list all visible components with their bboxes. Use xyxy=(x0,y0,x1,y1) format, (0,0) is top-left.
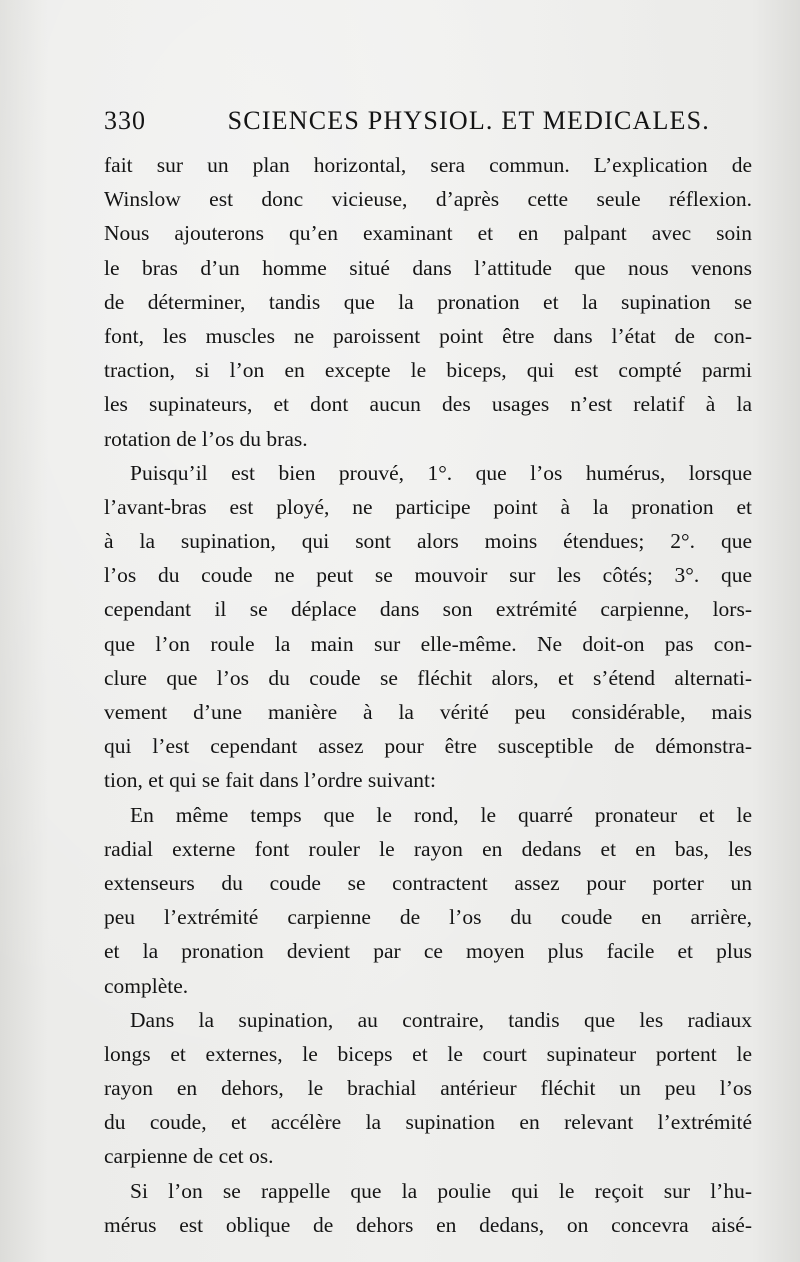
text-line: traction, si l’on en excepte le biceps, qui est compté parmi xyxy=(104,358,752,383)
text-line: radial externe font rouler le rayon en dedans et en bas, les xyxy=(104,836,752,861)
text-line: tion, et qui se fait dans l’ordre suivant: xyxy=(104,768,436,793)
text-line: longs et externes, le biceps et le court supinateur portent le xyxy=(104,1041,752,1066)
paragraph xyxy=(104,798,752,1003)
text-line: rayon en dehors, le brachial antérieur fléchit un peu l’os xyxy=(104,1076,752,1101)
text-line: et la pronation devient par ce moyen plus facile et plus xyxy=(104,939,752,964)
text-line: complète. xyxy=(104,973,189,998)
paragraph xyxy=(104,1003,752,1174)
paragraph xyxy=(104,148,752,456)
text-line: que l’on roule la main sur elle-même. Ne doit-on pas con- xyxy=(104,631,752,656)
text-line: qui l’est cependant assez pour être susceptible de démonstra- xyxy=(104,734,752,759)
text-line: le bras d’un homme situé dans l’attitude que nous venons xyxy=(104,255,752,280)
text-line: les supinateurs, et dont aucun des usages n’est relatif à la xyxy=(104,392,752,417)
text-line: l’avant-bras est ployé, ne participe point à la pronation et xyxy=(104,494,752,519)
text-line: cependant il se déplace dans son extrémité carpienne, lors- xyxy=(104,597,752,622)
text-line: Dans la supination, au contraire, tandis que les radiaux xyxy=(130,1007,752,1032)
text-line: Puisqu’il est bien prouvé, 1°. que l’os humérus, lorsque xyxy=(130,460,752,485)
text-line: rotation de l’os du bras. xyxy=(104,426,308,451)
running-head: SCIENCES PHYSIOL. ET MEDICALES. xyxy=(227,106,710,135)
text-line: fait sur un plan horizontal, sera commun. L’explication de xyxy=(104,153,752,177)
text-line: peu l’extrémité carpienne de l’os du coude en arrière, xyxy=(104,905,752,930)
text-line: du coude, et accélère la supination en relevant l’extrémité xyxy=(104,1110,752,1135)
text-line: Winslow est donc vicieuse, d’après cette seule réflexion. xyxy=(104,187,752,212)
paragraph xyxy=(104,456,752,798)
text-line: à la supination, qui sont alors moins étendues; 2°. que xyxy=(104,529,752,554)
body-text xyxy=(104,148,752,1242)
text-line: clure que l’os du coude se fléchit alors, et s’étend alternati- xyxy=(104,665,752,690)
text-line: mérus est oblique de dehors en dedans, on concevra aisé- xyxy=(104,1212,752,1237)
text-line: En même temps que le rond, le quarré pronateur et le xyxy=(130,802,752,827)
text-line: font, les muscles ne paroissent point être dans l’état de con- xyxy=(104,323,752,348)
text-line: extenseurs du coude se contractent assez pour porter un xyxy=(104,870,752,895)
text-line: carpienne de cet os. xyxy=(104,1144,274,1169)
text-line: de déterminer, tandis que la pronation et la supination se xyxy=(104,289,752,314)
page-number: 330 xyxy=(104,106,146,135)
text-line: l’os du coude ne peut se mouvoir sur les côtés; 3°. que xyxy=(104,563,752,588)
text-line: vement d’une manière à la vérité peu considérable, mais xyxy=(104,700,752,724)
page-header xyxy=(104,106,710,142)
paragraph xyxy=(104,1174,752,1242)
text-line: Nous ajouterons qu’en examinant et en palpant avec soin xyxy=(104,221,752,246)
text-line: Si l’on se rappelle que la poulie qui le reçoit sur l’hu- xyxy=(130,1178,752,1203)
